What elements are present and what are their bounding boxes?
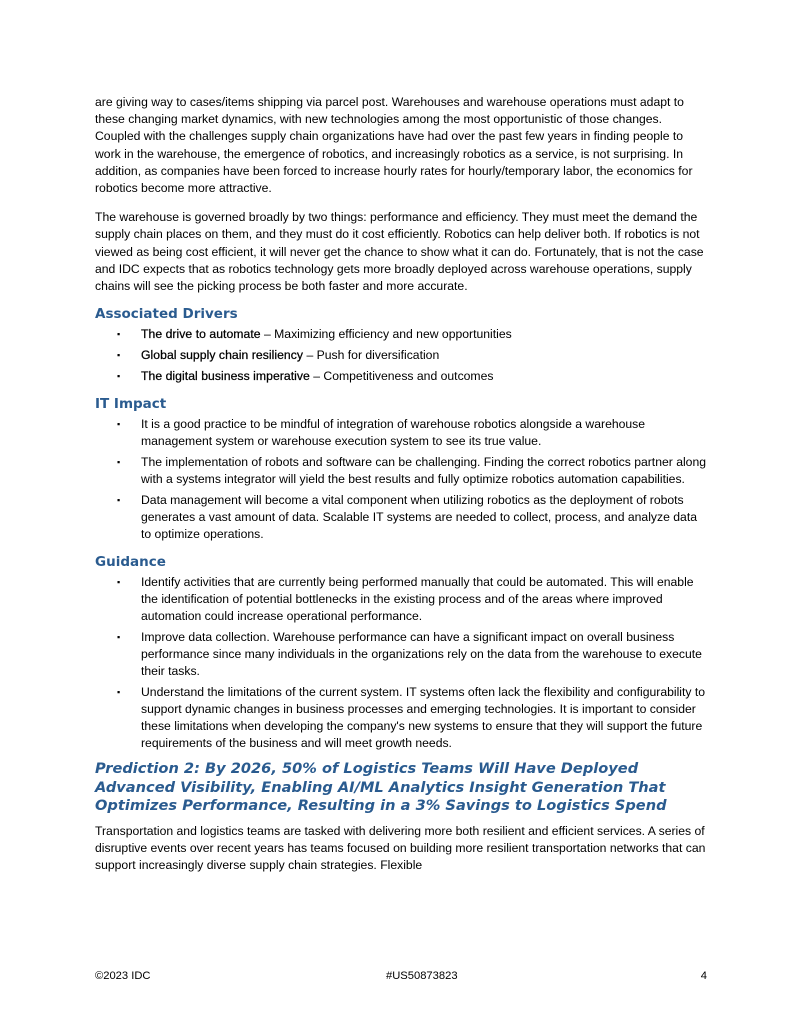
guidance-heading: Guidance xyxy=(95,554,166,571)
list-item-text: Understand the limitations of the current system. IT systems often lack the flexibility and configurability to support dynamic changes in business processes and emerging technologies. It is important to consider these limitations when developing the company's new systems to ensure that they will support the future requirements of the business and will meet growth needs. xyxy=(141,685,706,751)
bullet-icon: ▪ xyxy=(117,419,121,430)
body-paragraph-2: The warehouse is governed broadly by two things: performance and efficiency. They must meet the demand the supply chain places on them, and they must do it cost efficiently. Robotics can help deliver both. If robotics is not viewed as being cost efficient, it will never get the chance to show what it can do. Fortunately, that is not the case and IDC expects that as robotics technology gets more broadly deployed across warehouse operations, supply chains will see the picking process be both faster and more accurate. xyxy=(95,210,704,294)
document-page xyxy=(95,94,707,874)
associated-drivers-list xyxy=(95,326,707,385)
footer-page-number: 4 xyxy=(700,970,707,982)
bullet-icon: ▪ xyxy=(117,687,121,698)
prediction-heading: Prediction 2: By 2026, 50% of Logistics Teams Will Have Deployed Advanced Visibility, Enabling AI/ML Analytics Insight Generation That Optimizes Performance, Resulting in a 3% Savings to Logistics Spend xyxy=(95,760,667,815)
list-item xyxy=(95,347,707,364)
bullet-icon: ▪ xyxy=(117,350,121,361)
list-item xyxy=(95,416,707,450)
list-item xyxy=(95,629,707,680)
driver-name: The digital business imperative xyxy=(141,369,310,384)
list-item xyxy=(95,492,707,543)
bullet-icon: ▪ xyxy=(117,457,121,468)
footer-document-id: #US50873823 xyxy=(386,970,458,982)
list-item xyxy=(95,454,707,488)
bullet-icon: ▪ xyxy=(117,495,121,506)
driver-description: – Push for diversification xyxy=(303,348,440,363)
prediction-paragraph: Transportation and logistics teams are tasked with delivering more both resilient and efficient services. A series of disruptive events over recent years has teams focused on building more resilient transportation networks that can support increasingly diverse supply chain strategies. Flexible xyxy=(95,823,706,873)
driver-description: – Competitiveness and outcomes xyxy=(309,369,494,384)
list-item xyxy=(95,574,707,625)
associated-drivers-heading: Associated Drivers xyxy=(95,306,238,323)
bullet-icon: ▪ xyxy=(117,329,121,340)
it-impact-list xyxy=(95,416,707,543)
driver-description: – Maximizing efficiency and new opportunities xyxy=(260,327,512,342)
bullet-icon: ▪ xyxy=(117,577,121,588)
guidance-list xyxy=(95,574,707,752)
list-item xyxy=(95,368,707,385)
list-item xyxy=(95,684,707,752)
body-paragraph-1: are giving way to cases/items shipping via parcel post. Warehouses and warehouse operations must adapt to these changing market dynamics, with new technologies among the most opportunistic of those changes. Coupled with the challenges supply chain organizations have had over the past few years in finding people to work in the warehouse, the emergence of robotics, and increasingly robotics as a service, is not surprising. In addition, as companies have been forced to increase hourly rates for hourly/temporary labor, the economics for robotics become more attractive. xyxy=(95,95,693,196)
driver-name: Global supply chain resiliency xyxy=(141,348,304,363)
list-item-text: The implementation of robots and software can be challenging. Finding the correct robotics partner along with a systems integrator will yield the best results and fully optimize robotics automation capabilities. xyxy=(141,455,707,487)
list-item-text: Identify activities that are currently being performed manually that could be automated. This will enable the identification of potential bottlenecks in the existing process and of the areas where improved automation could increase operational performance. xyxy=(141,575,694,624)
footer-copyright: ©2023 IDC xyxy=(95,970,151,982)
list-item xyxy=(95,326,707,343)
list-item-text: Improve data collection. Warehouse performance can have a significant impact on overall business performance since many individuals in the organizations rely on the data from the warehouse to execute their tasks. xyxy=(141,630,702,679)
list-item-text: Data management will become a vital component when utilizing robotics as the deployment of robots generates a vast amount of data. Scalable IT systems are needed to collect, process, and analyze data to optimize operations. xyxy=(141,493,697,542)
list-item-text: It is a good practice to be mindful of integration of warehouse robotics alongside a warehouse management system or warehouse execution system to see its true value. xyxy=(141,417,646,449)
driver-name: The drive to automate xyxy=(141,327,261,342)
bullet-icon: ▪ xyxy=(117,632,121,643)
bullet-icon: ▪ xyxy=(117,371,121,382)
it-impact-heading: IT Impact xyxy=(95,396,167,413)
